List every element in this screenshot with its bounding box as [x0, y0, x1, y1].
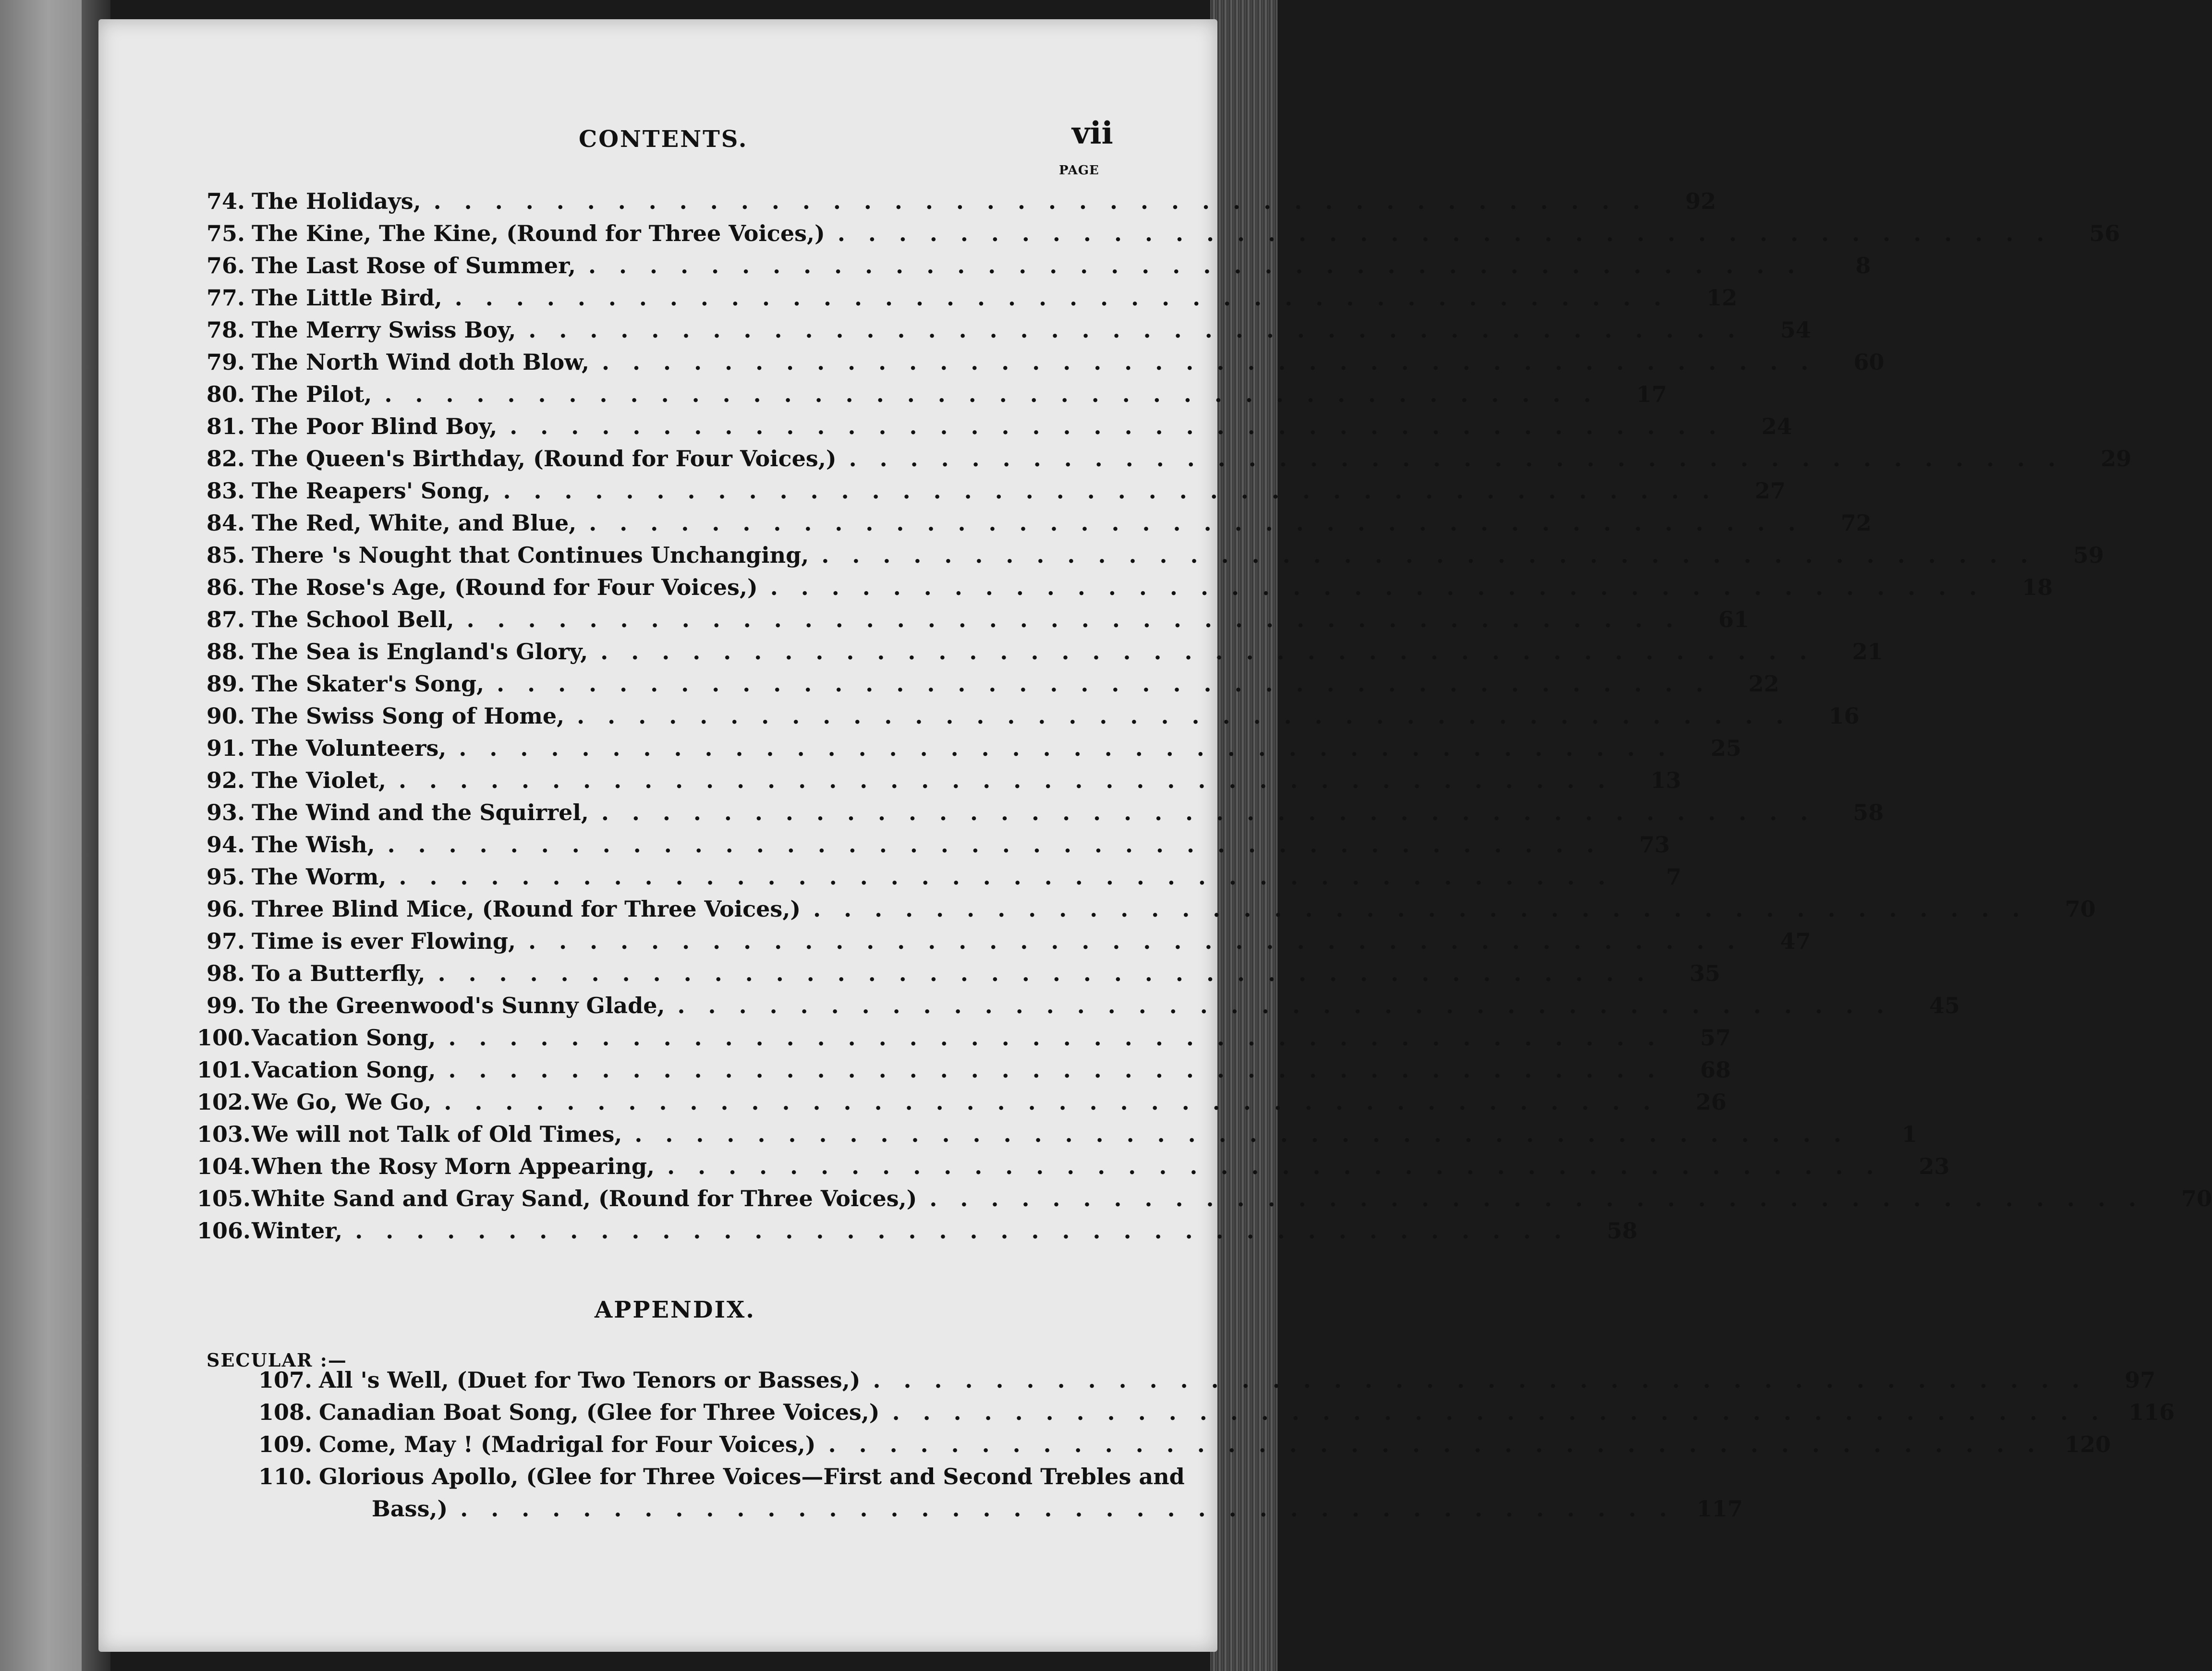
contents-entry [197, 571, 2053, 603]
contents-entry [197, 925, 1811, 957]
entry-title: Time is ever Flowing, [252, 928, 516, 954]
dot-leader: ........................................ [677, 992, 1908, 1018]
dot-leader: ........................................ [528, 928, 1758, 954]
entry-number: 90. [206, 702, 245, 729]
entry-number: 99. [206, 992, 245, 1018]
contents-entry [197, 1086, 1726, 1118]
entry-page: 61 [1718, 606, 1750, 632]
entry-title: The Queen's Birthday, (Round for Four Voices,) [252, 445, 837, 472]
dot-leader: ........................................ [454, 284, 1685, 311]
entry-number: 77. [206, 284, 245, 311]
entry-title: The Little Bird, [252, 284, 442, 311]
entry-page: 13 [1650, 767, 1681, 793]
entry-number: 82. [206, 445, 245, 472]
contents-entry [197, 281, 1738, 314]
dot-leader: ........................................ [459, 735, 1689, 761]
dot-leader: ........................................ [355, 1217, 1585, 1244]
entry-number: 75. [206, 220, 245, 246]
entry-page: 70 [2065, 896, 2096, 922]
entry-title: Vacation Song, [252, 1024, 436, 1051]
dot-leader: ........................................ [438, 960, 1668, 986]
dot-leader: ........................................ [849, 445, 2079, 472]
dot-leader: ........................................ [528, 316, 1758, 343]
dot-leader: ........................................ [510, 413, 1739, 439]
entry-number: 79. [206, 349, 245, 375]
entry-title: Three Blind Mice, (Round for Three Voices,) [252, 896, 801, 922]
entry-number: 109. [258, 1431, 312, 1457]
entry-page: 29 [2101, 445, 2132, 472]
dot-leader: ........................................ [387, 831, 1617, 858]
dot-leader: ........................................ [837, 220, 2067, 246]
entry-page: 58 [1606, 1217, 1638, 1244]
contents-entry [197, 764, 1681, 796]
entry-number: 80. [206, 381, 245, 407]
dot-leader: ........................................ [828, 1431, 2058, 1457]
contents-entry [231, 1428, 2111, 1460]
entry-title: To a Butterfly, [252, 960, 425, 986]
contents-entry [197, 410, 1792, 442]
entry-title: We will not Talk of Old Times, [252, 1121, 622, 1147]
entry-page: 59 [2073, 542, 2104, 568]
contents-entry [197, 507, 1872, 539]
contents-entry [197, 893, 2096, 925]
dot-leader: ........................................ [448, 1024, 1678, 1051]
entry-number: 91. [206, 735, 245, 761]
contents-entry [197, 1053, 1731, 1086]
entry-number: 110. [258, 1463, 312, 1489]
dot-leader: ........................................ [602, 349, 1832, 375]
entry-page: 120 [2065, 1431, 2111, 1457]
entry-title: Canadian Boat Song, (Glee for Three Voices,) [319, 1399, 880, 1425]
entry-page: 73 [1639, 831, 1670, 858]
entry-number: 98. [206, 960, 245, 986]
entry-page: 45 [1929, 992, 1960, 1018]
entry-number: 107. [258, 1367, 312, 1393]
entry-title: The Reapers' Song, [252, 477, 491, 504]
entry-number: 103. [197, 1121, 251, 1147]
entry-title: The Violet, [252, 767, 386, 793]
entry-page: 12 [1706, 284, 1738, 311]
dot-leader: ........................................ [813, 896, 2043, 922]
contents-entry [197, 957, 1721, 989]
entry-title: To the Greenwood's Sunny Glade, [252, 992, 665, 1018]
entry-title: The Worm, [252, 863, 387, 890]
entry-title: All 's Well, (Duet for Two Tenors or Basses,) [319, 1367, 861, 1393]
entry-page: 56 [2089, 220, 2120, 246]
entry-page: 27 [1755, 477, 1786, 504]
entry-page: 1 [1901, 1121, 1917, 1147]
contents-entry [197, 1214, 1638, 1247]
entry-title: Glorious Apollo, (Glee for Three Voices—First and Second Trebles and [319, 1463, 1185, 1489]
page-title: CONTENTS. [579, 126, 748, 153]
entry-page: 25 [1710, 735, 1741, 761]
entry-number: 88. [206, 638, 245, 665]
contents-entry [197, 1182, 2212, 1214]
contents-entry [197, 474, 1786, 507]
dot-leader: ........................................ [577, 702, 1807, 729]
entry-page: 72 [1840, 509, 1872, 536]
entry-number: 100. [197, 1024, 251, 1051]
entry-title: The North Wind doth Blow, [252, 349, 590, 375]
entry-title: The Rose's Age, (Round for Four Voices,) [252, 574, 758, 600]
dot-leader: ........................................ [497, 670, 1726, 697]
entry-page: 7 [1666, 863, 1682, 890]
entry-number: 89. [206, 670, 245, 697]
dot-leader: ........................................ [466, 606, 1697, 632]
entry-title: There 's Nought that Continues Unchanging, [252, 542, 809, 568]
entry-page: 16 [1828, 702, 1860, 729]
contents-entry [197, 635, 1883, 667]
entry-title: The Last Rose of Summer, [252, 252, 576, 278]
dot-leader: ........................................ [588, 252, 1818, 278]
entry-number: 101. [197, 1056, 251, 1083]
contents-entry [197, 1118, 1917, 1150]
entry-title: The Poor Blind Boy, [252, 413, 498, 439]
entry-title: Winter, [252, 1217, 343, 1244]
entry-number: 94. [206, 831, 245, 858]
entry-number: 102. [197, 1089, 251, 1115]
entry-title: When the Rosy Morn Appearing, [252, 1153, 655, 1179]
dot-leader: ........................................ [667, 1153, 1897, 1179]
entry-number: 78. [206, 316, 245, 343]
contents-entry [197, 796, 1884, 828]
entry-number: 83. [206, 477, 245, 504]
entry-title: The Red, White, and Blue, [252, 509, 577, 536]
entry-page: 18 [2022, 574, 2053, 600]
dot-leader: ........................................ [873, 1367, 2103, 1393]
entry-page: 24 [1761, 413, 1792, 439]
dot-leader: ........................................ [399, 767, 1629, 793]
entry-number: 104. [197, 1153, 251, 1179]
entry-title: The Kine, The Kine, (Round for Three Voices,) [252, 220, 825, 246]
entry-page: 116 [2128, 1399, 2175, 1425]
contents-entry [231, 1364, 2156, 1396]
contents-entry [197, 185, 1716, 217]
entry-page: 58 [1853, 799, 1884, 825]
dot-leader: ........................................ [384, 381, 1615, 407]
entry-page: 17 [1636, 381, 1667, 407]
contents-entry [197, 249, 1871, 281]
dot-leader: ........................................ [601, 799, 1831, 825]
entry-title: White Sand and Gray Sand, (Round for Three Voices,) [252, 1185, 917, 1211]
contents-entry [197, 1021, 1731, 1053]
entry-number: 93. [206, 799, 245, 825]
dot-leader: ........................................ [589, 509, 1819, 536]
appendix-list [231, 1364, 2175, 1525]
page-column-label: PAGE [1059, 163, 1099, 178]
entry-title: Come, May ! (Madrigal for Four Voices,) [319, 1431, 816, 1457]
entry-page: 60 [1853, 349, 1884, 375]
entry-title: The School Bell, [252, 606, 454, 632]
contents-entry [197, 732, 1741, 764]
entry-number: 87. [206, 606, 245, 632]
entry-title: The Swiss Song of Home, [252, 702, 565, 729]
entry-page: 57 [1700, 1024, 1731, 1051]
entry-title: The Wish, [252, 831, 375, 858]
appendix-title: APPENDIX. [595, 1296, 755, 1323]
dot-leader: ........................................ [433, 188, 1664, 214]
entry-page: 47 [1780, 928, 1811, 954]
contents-entry [231, 1460, 1185, 1492]
contents-list [197, 185, 2212, 1247]
entry-page: 26 [1695, 1089, 1726, 1115]
section-label: SECULAR :— [207, 1349, 347, 1371]
contents-entry [197, 314, 1811, 346]
entry-number: 85. [206, 542, 245, 568]
contents-entry [197, 989, 1960, 1021]
dot-leader: ........................................ [821, 542, 2051, 568]
dot-leader: ........................................ [600, 638, 1830, 665]
contents-entry [197, 700, 1860, 732]
entry-page: 54 [1780, 316, 1811, 343]
contents-entry-continuation [231, 1492, 1743, 1525]
dot-leader: ........................................ [634, 1121, 1864, 1147]
entry-number: 106. [197, 1217, 251, 1244]
entry-number: 92. [206, 767, 245, 793]
entry-title: The Pilot, [252, 381, 372, 407]
entry-title: The Skater's Song, [252, 670, 485, 697]
entry-page: 35 [1689, 960, 1721, 986]
entry-title: Vacation Song, [252, 1056, 436, 1083]
contents-entry [197, 828, 1670, 860]
dot-leader: ........................................ [399, 863, 1629, 890]
contents-entry [197, 346, 1884, 378]
contents-entry [197, 217, 2120, 249]
dot-leader: ........................................ [503, 477, 1733, 504]
entry-number: 105. [197, 1185, 251, 1211]
entry-title: The Sea is England's Glory, [252, 638, 588, 665]
entry-page: 23 [1919, 1153, 1950, 1179]
dot-leader: ........................................ [929, 1185, 2160, 1211]
entry-page: 92 [1685, 188, 1716, 214]
contents-entry [231, 1396, 2175, 1428]
contents-entry [197, 1150, 1950, 1182]
page-number: vii [1072, 115, 1113, 151]
entry-number: 97. [206, 928, 245, 954]
contents-entry [197, 860, 1682, 893]
entry-page: 117 [1696, 1495, 1743, 1522]
entry-number: 96. [206, 896, 245, 922]
dot-leader: ........................................ [460, 1495, 1690, 1522]
entry-number: 81. [206, 413, 245, 439]
contents-entry [197, 603, 1750, 635]
dot-leader: ........................................ [444, 1089, 1674, 1115]
entry-title: Bass,) [372, 1495, 448, 1522]
entry-number: 76. [206, 252, 245, 278]
entry-number: 86. [206, 574, 245, 600]
entry-title: The Wind and the Squirrel, [252, 799, 589, 825]
entry-page: 22 [1748, 670, 1779, 697]
entry-page: 21 [1852, 638, 1883, 665]
entry-title: The Holidays, [252, 188, 421, 214]
entry-page: 8 [1855, 252, 1871, 278]
contents-entry [197, 539, 2104, 571]
entry-number: 95. [206, 863, 245, 890]
entry-page: 70 [2181, 1185, 2212, 1211]
entry-title: The Volunteers, [252, 735, 447, 761]
dot-leader: ........................................ [448, 1056, 1678, 1083]
contents-entry [197, 442, 2132, 474]
dot-leader: ........................................ [892, 1399, 2122, 1425]
dot-leader: ........................................ [770, 574, 2000, 600]
entry-page: 97 [2125, 1367, 2156, 1393]
entry-title: We Go, We Go, [252, 1089, 432, 1115]
contents-entry [197, 667, 1779, 700]
entry-page: 68 [1700, 1056, 1731, 1083]
entry-number: 74. [206, 188, 245, 214]
entry-title: The Merry Swiss Boy, [252, 316, 516, 343]
entry-number: 84. [206, 509, 245, 536]
entry-number: 108. [258, 1399, 312, 1425]
contents-entry [197, 378, 1667, 410]
